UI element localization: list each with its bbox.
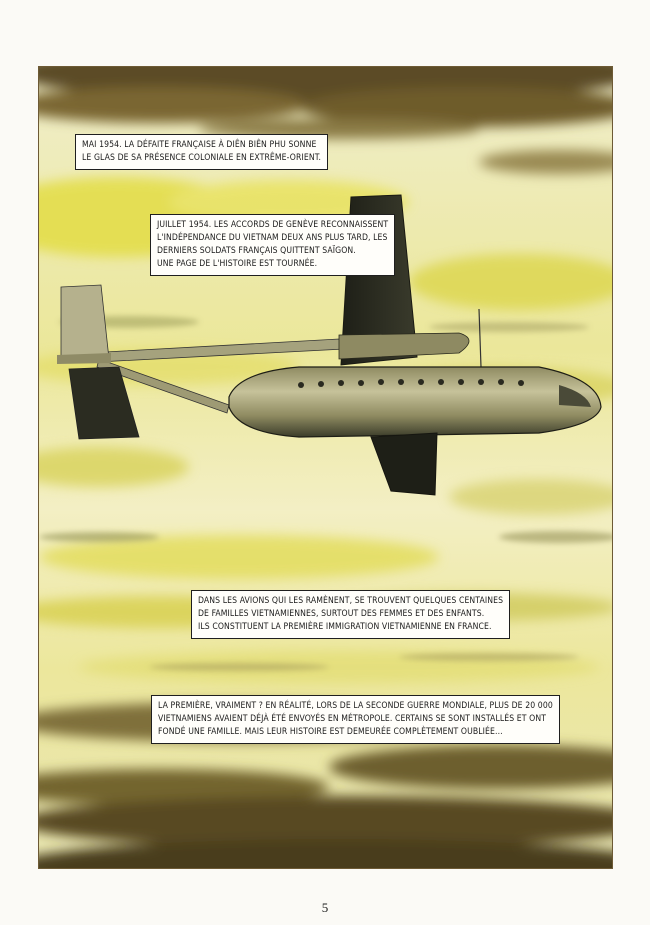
caption-line: MAI 1954. LA DÉFAITE FRANÇAISE À DIÊN BIÊN PHU SONNE xyxy=(82,140,317,150)
page-number: 5 xyxy=(321,900,329,915)
caption-line: FONDÉ UNE FAMILLE. MAIS LEUR HISTOIRE EST DEMEURÉE COMPLÈTEMENT OUBLIÉE... xyxy=(158,727,503,737)
caption-geneve xyxy=(150,214,395,276)
sky-illustration xyxy=(39,67,613,869)
caption-line: LE GLAS DE SA PRÉSENCE COLONIALE EN EXTRÊME-ORIENT. xyxy=(82,153,322,163)
caption-line: DE FAMILLES VIETNAMIENNES, SURTOUT DES FEMMES ET DES ENFANTS. xyxy=(198,609,485,619)
caption-premiere xyxy=(151,695,560,744)
caption-line: UNE PAGE DE L'HISTOIRE EST TOURNÉE. xyxy=(157,259,318,269)
caption-line: L'INDÉPENDANCE DU VIETNAM DEUX ANS PLUS TARD, LES xyxy=(157,233,388,243)
caption-line: ILS CONSTITUENT LA PREMIÈRE IMMIGRATION VIETNAMIENNE EN FRANCE. xyxy=(198,622,492,632)
caption-line: DANS LES AVIONS QUI LES RAMÈNENT, SE TROUVENT QUELQUES CENTAINES xyxy=(198,596,504,606)
caption-line: VIETNAMIENS AVAIENT DÉJÀ ÉTÉ ENVOYÉS EN MÉTROPOLE. CERTAINS SE SONT INSTALLÉS ET ONT xyxy=(158,714,547,724)
comic-panel xyxy=(38,66,613,869)
caption-line: DERNIERS SOLDATS FRANÇAIS QUITTENT SAÏGON. xyxy=(157,246,356,256)
caption-dien-bien-phu xyxy=(75,134,328,170)
caption-line: LA PREMIÈRE, VRAIMENT ? EN RÉALITÉ, LORS DE LA SECONDE GUERRE MONDIALE, PLUS DE 20 000 xyxy=(158,701,553,711)
caption-familles xyxy=(191,590,510,639)
caption-line: JUILLET 1954. LES ACCORDS DE GENÈVE RECONNAISSENT xyxy=(157,220,389,230)
